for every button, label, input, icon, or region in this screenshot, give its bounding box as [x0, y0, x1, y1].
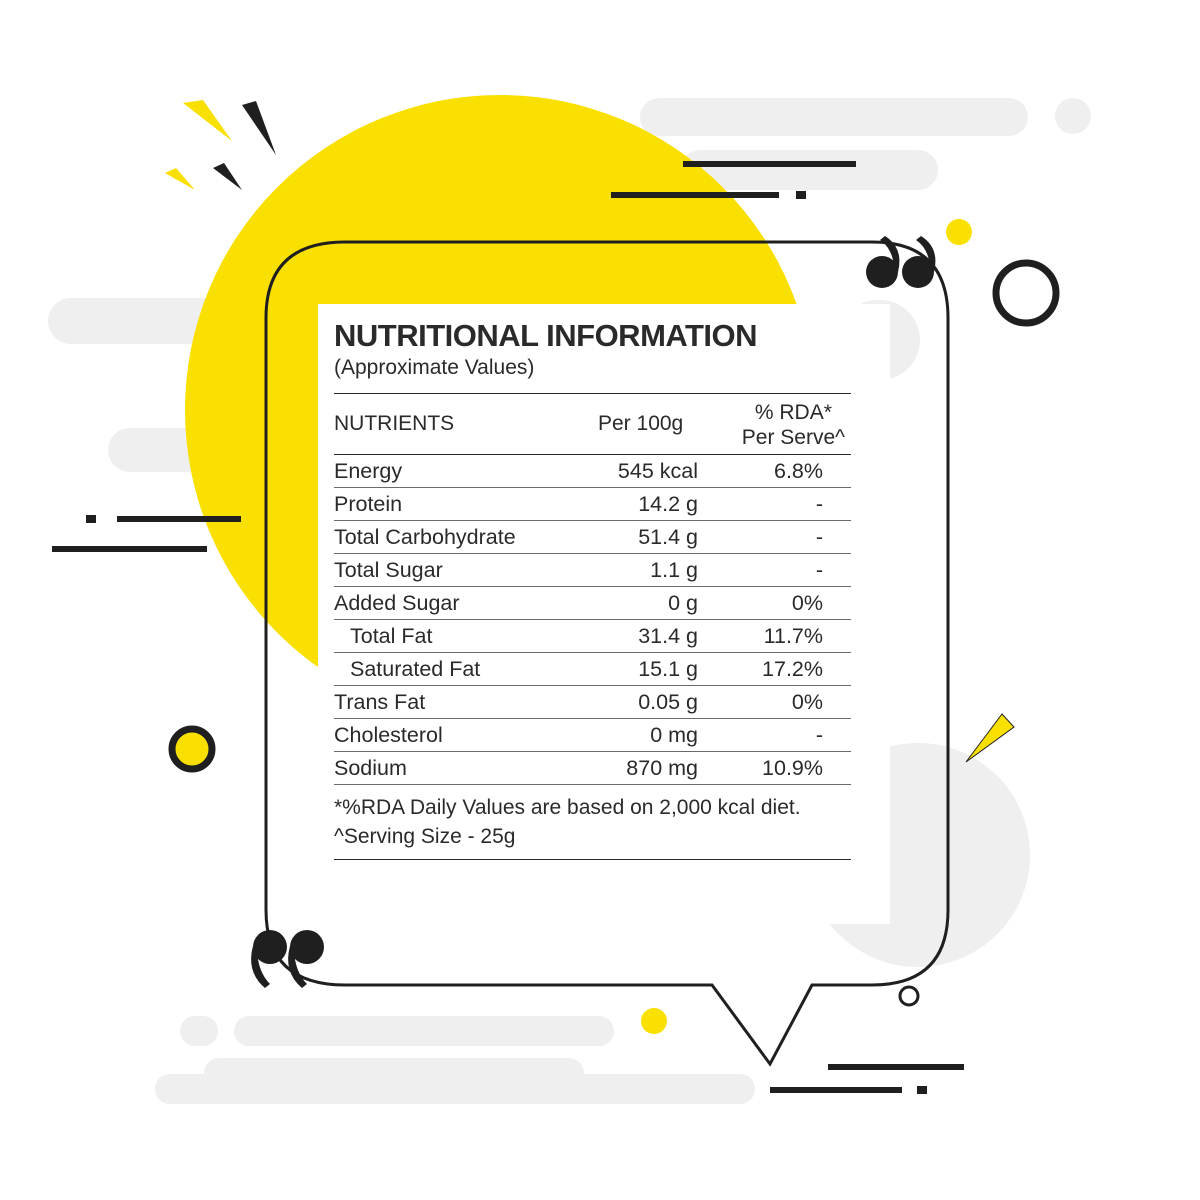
footnote-rda: *%RDA Daily Values are based on 2,000 kcal diet. — [334, 796, 801, 819]
table-row — [334, 620, 851, 653]
nutrient-per100: 870 mg — [626, 756, 698, 780]
nutrient-rda: - — [815, 525, 823, 549]
nutrient-per100: 51.4 g — [638, 525, 698, 549]
header-per-100g: Per 100g — [598, 412, 684, 435]
nutrient-per100: 1.1 g — [650, 558, 698, 582]
header-rda-line1: % RDA* — [754, 401, 832, 424]
table-row — [334, 521, 851, 554]
table-row — [334, 587, 851, 620]
nutrient-name: Sodium — [334, 756, 407, 780]
circle-ring-icon — [996, 263, 1056, 323]
panel-subtitle: (Approximate Values) — [334, 356, 535, 379]
nutrient-per100: 0 g — [668, 591, 698, 615]
quote-marks-icon — [866, 236, 935, 288]
table-row — [334, 719, 851, 752]
nutrient-rda: 11.7% — [763, 624, 823, 648]
table-row — [334, 554, 851, 587]
nutrient-name: Total Sugar — [334, 558, 443, 582]
circle-ring-icon — [172, 729, 212, 769]
header-rda-line2: Per Serve^ — [741, 426, 845, 449]
nutrient-rda: 6.8% — [773, 459, 823, 483]
quote-marks-icon — [251, 930, 324, 988]
nutrient-rda: - — [815, 492, 823, 516]
circle-ring-icon — [900, 987, 918, 1005]
nutrient-name: Added Sugar — [334, 591, 460, 615]
table-row — [334, 653, 851, 686]
nutrient-rda: 10.9% — [762, 756, 823, 780]
nutrient-name: Saturated Fat — [350, 657, 481, 681]
nutrient-per100: 14.2 g — [638, 492, 698, 516]
nutrient-rda: - — [815, 558, 823, 582]
nutrient-rda: - — [815, 723, 823, 747]
table-row — [334, 752, 851, 785]
nutrient-per100: 0.05 g — [638, 690, 698, 714]
footnote-serving: ^Serving Size - 25g — [334, 825, 516, 848]
yellow-dot — [946, 219, 972, 245]
nutrient-per100: 0 mg — [650, 723, 698, 747]
nutrient-name: Trans Fat — [334, 690, 426, 714]
header-rda — [742, 400, 845, 450]
nutrition-table — [334, 393, 851, 860]
nutrient-per100: 545 kcal — [617, 459, 698, 483]
nutrient-name: Total Carbohydrate — [334, 525, 516, 549]
table-header — [334, 394, 851, 455]
table-row — [334, 455, 851, 488]
nutrient-name: Energy — [334, 459, 403, 483]
nutrient-rda: 0% — [791, 591, 823, 615]
table-row — [334, 686, 851, 719]
panel-title: NUTRITIONAL INFORMATION — [334, 318, 758, 353]
header-nutrients: NUTRIENTS — [334, 412, 455, 435]
yellow-dot — [641, 1008, 667, 1034]
nutrient-name: Total Fat — [350, 624, 433, 648]
nutrition-card — [318, 304, 890, 924]
nutrient-per100: 31.4 g — [638, 624, 698, 648]
nutrient-rda: 17.2% — [762, 657, 823, 681]
footnotes — [334, 785, 851, 860]
nutrient-per100: 15.1 g — [638, 657, 698, 681]
nutrient-name: Cholesterol — [334, 723, 443, 747]
nutrient-rda: 0% — [791, 690, 823, 714]
table-row — [334, 488, 851, 521]
nutrient-name: Protein — [334, 492, 403, 516]
